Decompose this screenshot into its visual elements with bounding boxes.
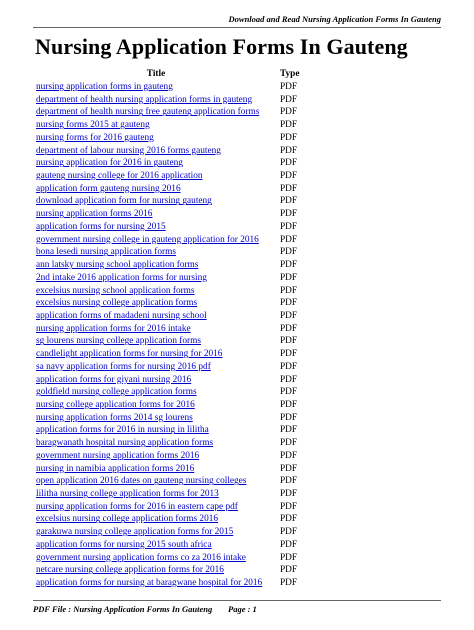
file-type-cell: PDF [280, 578, 298, 589]
document-link[interactable]: lilitha nursing college application forms for 2013 [36, 489, 219, 499]
table-row [33, 234, 310, 247]
document-link[interactable]: government nursing college in gauteng application for 2016 [36, 234, 259, 245]
table-row [33, 513, 310, 526]
file-type-cell: PDF [280, 158, 298, 169]
title-cell [33, 437, 279, 450]
document-link[interactable]: department of health nursing application forms in gauteng [36, 94, 253, 105]
table-row [33, 297, 310, 310]
document-link[interactable]: bona lesedi nursing application forms [36, 247, 176, 258]
document-link[interactable]: application forms for nursing at baragwane hospital for 2016 [36, 578, 263, 589]
file-type-cell: PDF [280, 107, 298, 118]
table-row [33, 246, 310, 259]
file-type-cell: PDF [280, 387, 298, 398]
file-type-cell: PDF [280, 82, 298, 92]
document-link[interactable]: nursing application for 2016 in gauteng [36, 158, 183, 169]
table-row [33, 208, 310, 221]
file-type-cell: PDF [280, 298, 298, 309]
document-link[interactable]: application forms of madadeni nursing school [36, 310, 207, 321]
footer-page-label: Page : 1 [228, 604, 257, 614]
document-link[interactable]: ann latsky nursing school application forms [36, 260, 199, 271]
file-type-cell: PDF [280, 94, 298, 105]
document-link[interactable]: department of health nursing free gauteng application forms [36, 107, 260, 118]
title-cell [33, 399, 279, 412]
title-cell [33, 348, 279, 361]
document-link[interactable]: sa navy application forms for nursing 2016 pdf [36, 361, 211, 372]
title-cell [33, 310, 279, 323]
table-row [33, 157, 310, 170]
table-row [33, 221, 310, 234]
table-row [33, 145, 310, 158]
title-cell [33, 386, 279, 399]
document-link[interactable]: gauteng nursing college for 2016 application [36, 171, 203, 182]
table-row [33, 132, 310, 145]
file-type-cell: PDF [280, 209, 298, 220]
title-cell [33, 259, 279, 272]
file-type-cell: PDF [280, 565, 298, 576]
table-row [33, 564, 310, 577]
title-cell [33, 145, 279, 158]
title-cell [33, 424, 279, 437]
document-link[interactable]: baragwanath hospital nursing application forms [36, 438, 214, 449]
file-type-cell: PDF [280, 120, 298, 131]
table-row [33, 285, 310, 298]
file-type-cell: PDF [280, 425, 298, 436]
table-row [33, 386, 310, 399]
title-cell [33, 195, 279, 208]
table-row [33, 348, 310, 361]
document-link[interactable]: nursing forms 2015 at gauteng [36, 120, 150, 131]
title-cell [33, 475, 279, 488]
documents-table [33, 67, 310, 590]
document-link[interactable]: open application 2016 dates on gauteng nursing colleges [36, 476, 247, 487]
table-row [33, 463, 310, 476]
header-divider [33, 27, 441, 28]
title-cell [33, 552, 279, 565]
document-link[interactable]: candlelight application forms for nursing for 2016 [36, 349, 223, 360]
document-link[interactable]: department of labour nursing 2016 forms gauteng [36, 145, 221, 156]
document-link[interactable]: nursing application forms 2014 sg lourens [36, 412, 193, 423]
title-cell [33, 412, 279, 425]
table-row [33, 437, 310, 450]
title-cell [33, 577, 279, 590]
footer-divider [33, 600, 441, 601]
page-title: Nursing Application Forms In Gauteng [35, 34, 408, 59]
file-type-cell: PDF [280, 132, 298, 143]
file-type-cell: PDF [280, 539, 298, 550]
title-cell [33, 297, 279, 310]
document-link[interactable]: application forms for 2016 in nursing in lilitha [36, 425, 209, 436]
table-row [33, 323, 310, 336]
table-row [33, 94, 310, 107]
title-cell [33, 106, 279, 119]
table-row [33, 170, 310, 183]
table-header-row [33, 67, 310, 81]
title-cell [33, 564, 279, 577]
table-row [33, 539, 310, 552]
table-row [33, 81, 310, 94]
table-row [33, 412, 310, 425]
title-cell [33, 119, 279, 132]
file-type-cell: PDF [280, 450, 298, 461]
table-row [33, 526, 310, 539]
title-cell [33, 272, 279, 285]
table-row [33, 488, 310, 501]
title-cell [33, 221, 279, 234]
title-cell [33, 501, 279, 514]
file-type-cell: PDF [280, 463, 298, 474]
file-type-cell: PDF [280, 247, 298, 258]
file-type-cell: PDF [280, 145, 298, 156]
document-link[interactable]: goldfield nursing college application forms [36, 387, 197, 398]
document-link[interactable]: application forms for nursing 2015 south africa [36, 539, 212, 550]
title-cell [33, 81, 279, 94]
file-type-cell: PDF [280, 310, 298, 321]
table-row [33, 106, 310, 119]
document-link[interactable]: application forms for nursing 2015 [36, 221, 166, 232]
file-type-cell: PDF [280, 501, 298, 512]
title-cell [33, 132, 279, 145]
document-link[interactable]: nursing college application forms for 2016 [36, 399, 195, 410]
file-type-cell: PDF [280, 489, 298, 499]
table-row [33, 577, 310, 590]
title-cell [33, 208, 279, 221]
document-link[interactable]: garakuwa nursing college application forms for 2015 [36, 527, 234, 538]
file-type-cell: PDF [280, 476, 298, 487]
table-row [33, 272, 310, 285]
file-type-cell: PDF [280, 183, 298, 194]
document-link[interactable]: government nursing application forms co za 2016 intake [36, 552, 246, 563]
file-type-cell: PDF [280, 323, 298, 334]
title-cell [33, 285, 279, 298]
title-cell [33, 488, 279, 501]
file-type-cell: PDF [280, 412, 298, 423]
document-link[interactable]: excelsius nursing school application forms [36, 285, 195, 296]
table-row [33, 119, 310, 132]
document-link[interactable]: excelsius nursing college application forms [36, 298, 198, 309]
title-cell [33, 234, 279, 247]
document-link[interactable]: application form gauteng nursing 2016 [36, 183, 181, 194]
document-link[interactable]: government nursing application forms 2016 [36, 450, 200, 461]
title-cell [33, 183, 279, 196]
file-type-cell: PDF [280, 552, 298, 563]
document-link[interactable]: application forms for giyani nursing 2016 [36, 374, 192, 385]
table-row [33, 259, 310, 272]
document-link[interactable]: nursing forms for 2016 gauteng [36, 132, 154, 143]
file-type-cell: PDF [280, 527, 298, 538]
document-link[interactable]: nursing application forms for 2016 intake [36, 323, 191, 334]
title-cell [33, 539, 279, 552]
file-type-cell: PDF [280, 349, 298, 360]
title-cell [33, 526, 279, 539]
table-row [33, 361, 310, 374]
document-link[interactable]: download application form for nursing gauteng [36, 196, 212, 207]
file-type-cell: PDF [280, 438, 298, 449]
file-type-cell: PDF [280, 260, 298, 271]
file-type-cell: PDF [280, 196, 298, 207]
document-link[interactable]: sg lourens nursing college application forms [36, 336, 201, 347]
table-row [33, 501, 310, 514]
column-header-type: Type [280, 69, 300, 79]
running-header: Download and Read Nursing Application Forms In Gauteng [228, 14, 441, 24]
title-cell [33, 246, 279, 259]
table-row [33, 183, 310, 196]
title-cell [33, 463, 279, 476]
title-cell [33, 157, 279, 170]
title-cell [33, 94, 279, 107]
file-type-cell: PDF [280, 221, 298, 232]
file-type-cell: PDF [280, 285, 298, 296]
title-cell [33, 374, 279, 387]
document-link[interactable]: nursing application forms in gauteng [36, 82, 173, 92]
title-cell [33, 513, 279, 526]
file-type-cell: PDF [280, 374, 298, 385]
file-type-cell: PDF [280, 171, 298, 182]
footer-file-label: PDF File : Nursing Application Forms In Gauteng [33, 604, 213, 614]
document-link[interactable]: nursing application forms for 2016 in eastern cape pdf [36, 501, 238, 512]
title-cell [33, 323, 279, 336]
title-cell [33, 335, 279, 348]
document-link[interactable]: nursing in namibia application forms 2016 [36, 463, 195, 474]
table-row [33, 475, 310, 488]
table-row [33, 552, 310, 565]
table-row [33, 310, 310, 323]
table-row [33, 335, 310, 348]
document-link[interactable]: nursing application forms 2016 [36, 209, 153, 220]
table-row [33, 374, 310, 387]
file-type-cell: PDF [280, 272, 298, 283]
table-body [33, 81, 310, 590]
file-type-cell: PDF [280, 399, 298, 410]
table-row [33, 195, 310, 208]
table-row [33, 450, 310, 463]
document-link[interactable]: netcare nursing college application forms for 2016 [36, 565, 224, 576]
file-type-cell: PDF [280, 336, 298, 347]
file-type-cell: PDF [280, 234, 298, 245]
document-link[interactable]: excelsius nursing college application forms 2016 [36, 514, 219, 525]
title-cell [33, 450, 279, 463]
file-type-cell: PDF [280, 514, 298, 525]
title-cell [33, 170, 279, 183]
title-cell [33, 361, 279, 374]
table-row [33, 424, 310, 437]
column-header-title: Title [146, 69, 166, 79]
table-row [33, 399, 310, 412]
document-link[interactable]: 2nd intake 2016 application forms for nursing [36, 272, 207, 283]
file-type-cell: PDF [280, 361, 298, 372]
